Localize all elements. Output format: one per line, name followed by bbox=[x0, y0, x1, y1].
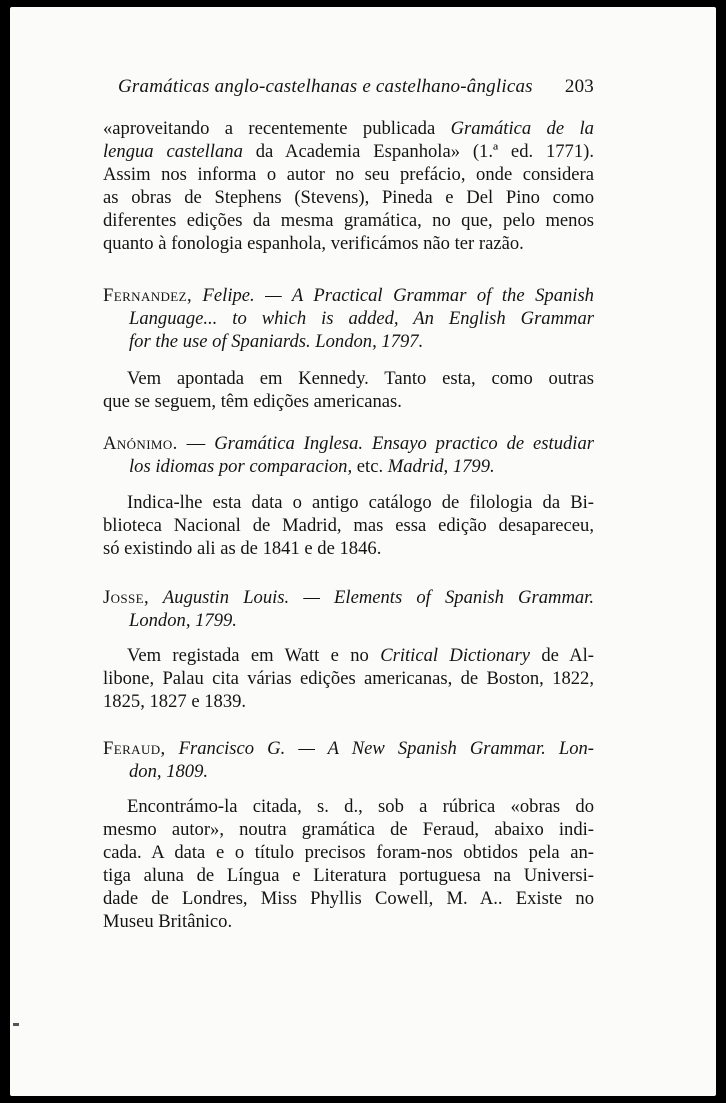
text-line: Indica-lhe esta data o antigo catálogo de filologia da Bi- bbox=[127, 492, 594, 513]
text-line: libone, Palau cita várias edições americanas, de Boston, 1822, bbox=[103, 668, 594, 689]
entry-author: Fernandez, bbox=[103, 285, 193, 306]
entry-heading-line: Anónimo. — Gramática Inglesa. Ensayo practico de estudiar bbox=[103, 433, 594, 454]
entry-author: Anónimo. bbox=[103, 433, 178, 454]
text-line: Vem registada em Watt e no Critical Dictionary de Al- bbox=[127, 645, 594, 666]
text-line: quanto à fonologia espanhola, verificámos não ter razão. bbox=[103, 233, 524, 254]
text-line: 1825, 1827 e 1839. bbox=[103, 691, 247, 712]
text-line: mesmo autor», noutra gramática de Feraud, abaixo indi- bbox=[103, 819, 594, 840]
entry-title-line: los idiomas por comparacion, etc. Madrid, 1799. bbox=[129, 456, 495, 477]
text-line: diferentes edições da mesma gramática, no que, pelo menos bbox=[103, 210, 594, 231]
entry-author: Feraud, bbox=[103, 738, 166, 759]
bibliography-entry-anonimo bbox=[103, 432, 594, 478]
running-header bbox=[118, 76, 594, 98]
entry-title-line: for the use of Spaniards. London, 1797. bbox=[129, 331, 424, 352]
bibliography-entry-fernandez bbox=[103, 284, 594, 353]
entry-note-anonimo bbox=[103, 491, 594, 560]
scan-margin-mark bbox=[13, 1023, 19, 1026]
entry-title-line: London, 1799. bbox=[129, 610, 237, 631]
entry-title-line: don, 1809. bbox=[129, 761, 209, 782]
text-line: cada. A data e o título precisos foram-nos obtidos pela an- bbox=[103, 842, 594, 863]
text-line: Assim nos informa o autor no seu prefácio, onde considera bbox=[103, 164, 594, 185]
text-line: só existindo ali as de 1841 e de 1846. bbox=[103, 538, 382, 559]
text-line: Encontrámo-la citada, s. d., sob a rúbrica «obras do bbox=[127, 796, 594, 817]
text-line: tiga aluna de Língua e Literatura portuguesa na Universi- bbox=[103, 865, 594, 886]
bibliography-entry-josse bbox=[103, 586, 594, 632]
text-line: Museu Britânico. bbox=[103, 911, 233, 932]
text-line: blioteca Nacional de Madrid, mas essa edição desapareceu, bbox=[103, 515, 594, 536]
text-line: lengua castellana da Academia Espanhola» (1.ª ed. 1771). bbox=[103, 141, 594, 162]
running-title: Gramáticas anglo-castelhanas e castelhano-ânglicas bbox=[118, 76, 533, 97]
page-number: 203 bbox=[564, 76, 594, 97]
entry-title-line: Language... to which is added, An English Grammar bbox=[129, 308, 594, 329]
entry-note-josse bbox=[103, 644, 594, 713]
entry-note-feraud bbox=[103, 795, 594, 933]
text-line: que se seguem, têm edições americanas. bbox=[103, 391, 402, 412]
entry-author: Josse, bbox=[103, 587, 150, 608]
text-line: dade de Londres, Miss Phyllis Cowell, M. A.. Existe no bbox=[103, 888, 594, 909]
entry-heading-line: Feraud, Francisco G. — A New Spanish Grammar. Lon- bbox=[103, 738, 594, 759]
entry-note-fernandez bbox=[103, 367, 594, 413]
entry-heading-line: Fernandez, Felipe. — A Practical Grammar of the Spanish bbox=[103, 285, 594, 306]
entry-heading-line: Josse, Augustin Louis. — Elements of Spanish Grammar. bbox=[103, 587, 594, 608]
text-line: Vem apontada em Kennedy. Tanto esta, como outras bbox=[127, 368, 594, 389]
text-line: «aproveitando a recentemente publicada Gramática de la bbox=[103, 118, 594, 139]
text-line: as obras de Stephens (Stevens), Pineda e Del Pino como bbox=[103, 187, 594, 208]
continuation-paragraph bbox=[103, 117, 594, 255]
bibliography-entry-feraud bbox=[103, 737, 594, 783]
